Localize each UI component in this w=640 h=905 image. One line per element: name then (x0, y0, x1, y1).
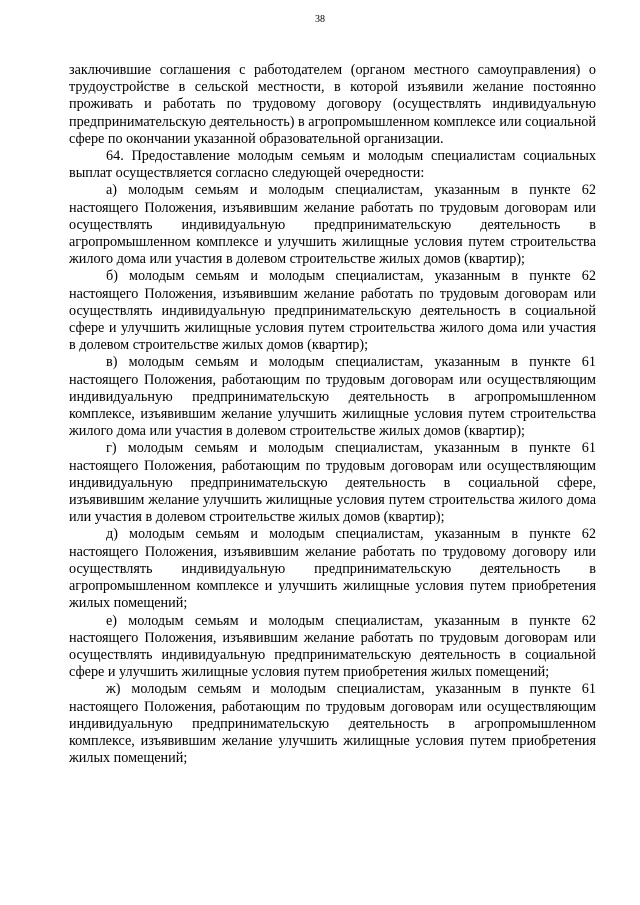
paragraph-item-g: г) молодым семьям и молодым специалистам, указанным в пункте 61 настоящего Положения, работающим по трудовым договорам или осуществляющим индивидуальную предпринимательскую деятельность в социальной сфере, изъявившим желание улучшить жилищные условия путем строительства жилого дома или участия в долевом строительстве жилых домов (квартир); (69, 440, 596, 526)
document-body (69, 62, 596, 767)
page-number: 38 (315, 14, 325, 25)
paragraph-item-d: д) молодым семьям и молодым специалистам, указанным в пункте 62 настоящего Положения, изъявившим желание работать по трудовому договору или осуществлять индивидуальную предпринимательскую деятельность в агропромышленном комплексе и улучшить жилищные условия путем приобретения жилых помещений; (69, 526, 596, 612)
paragraph-item-v: в) молодым семьям и молодым специалистам, указанным в пункте 61 настоящего Положения, работающим по трудовым договорам или осуществляющим индивидуальную предпринимательскую деятельность в агропромышленном комплексе, изъявившим желание улучшить жилищные условия путем строительства жилого дома или участия в долевом строительстве жилых домов (квартир); (69, 354, 596, 440)
paragraph-item-zh: ж) молодым семьям и молодым специалистам, указанным в пункте 61 настоящего Положения, работающим по трудовым договорам или осуществляющим индивидуальную предпринимательскую деятельность в агропромышленном комплексе, изъявившим желание улучшить жилищные условия путем приобретения жилых помещений; (69, 681, 596, 767)
paragraph-continuation: заключившие соглашения с работодателем (органом местного самоуправления) о трудоустройстве в сельской местности, в которой изъявили желание постоянно проживать и работать по трудовому договору (осуществлять индивидуальную предпринимательскую деятельность) в агропромышленном комплексе или социальной сфере по окончании указанной образовательной организации. (69, 62, 596, 147)
paragraph-item-a: а) молодым семьям и молодым специалистам, указанным в пункте 62 настоящего Положения, изъявившим желание работать по трудовым договорам или осуществлять индивидуальную предпринимательскую деятельность в агропромышленном комплексе и улучшить жилищные условия путем строительства жилого дома или участия в долевом строительстве жилых домов (квартир); (69, 182, 596, 268)
paragraph-clause-64: 64. Предоставление молодым семьям и молодым специалистам социальных выплат осуществляется согласно следующей очередности: (69, 148, 596, 182)
paragraph-item-e: е) молодым семьям и молодым специалистам, указанным в пункте 62 настоящего Положения, изъявившим желание работать по трудовым договорам или осуществлять индивидуальную предпринимательскую деятельность в социальной сфере и улучшить жилищные условия путем приобретения жилых помещений; (69, 612, 596, 681)
paragraph-item-b: б) молодым семьям и молодым специалистам, указанным в пункте 62 настоящего Положения, изъявившим желание работать по трудовым договорам или осуществлять индивидуальную предпринимательскую деятельность в социальной сфере и улучшить жилищные условия путем строительства жилого дома или участия в долевом строительстве жилых домов (квартир); (69, 268, 596, 354)
